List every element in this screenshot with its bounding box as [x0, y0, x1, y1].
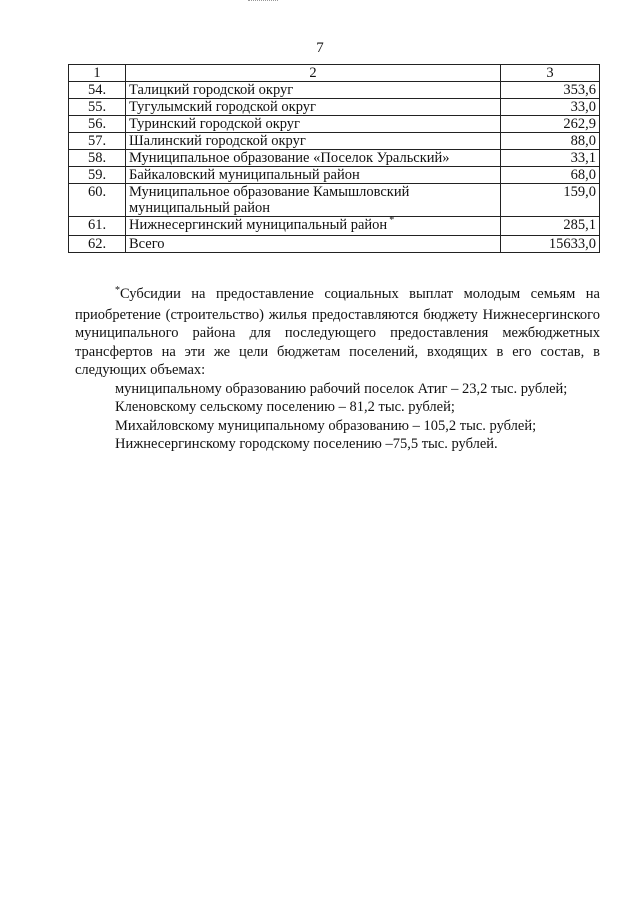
footnote [75, 285, 600, 454]
row-name: Всего [126, 236, 501, 253]
row-value: 262,9 [501, 116, 600, 133]
row-name-cell [126, 217, 501, 236]
footnote-marker: * [115, 285, 120, 296]
row-name: Муниципальное образование «Поселок Уральский» [126, 150, 501, 167]
row-name: Талицкий городской округ [126, 82, 501, 99]
row-number: 59. [69, 167, 126, 184]
row-name: Тугулымский городской округ [126, 99, 501, 116]
allocation-table [68, 64, 600, 253]
table-row [69, 184, 600, 217]
allocation-list [75, 380, 600, 454]
table-row [69, 217, 600, 236]
table-row [69, 150, 600, 167]
table-row [69, 82, 600, 99]
scan-mark [248, 0, 278, 4]
row-number: 60. [69, 184, 126, 217]
table-row [69, 133, 600, 150]
footnote-marker: * [389, 215, 395, 226]
row-value: 159,0 [501, 184, 600, 217]
row-value: 33,0 [501, 99, 600, 116]
column-header: 3 [501, 65, 600, 82]
list-item: муниципальному образованию рабочий поселок Атиг – 23,2 тыс. рублей; [115, 380, 568, 397]
list-item: Нижнесергинскому городскому поселению –75,5 тыс. рублей. [115, 436, 498, 452]
row-number: 58. [69, 150, 126, 167]
row-value: 68,0 [501, 167, 600, 184]
list-item: Михайловскому муниципальному образованию – 105,2 тыс. рублей; [115, 417, 537, 434]
row-name: Шалинский городской округ [126, 133, 501, 150]
row-name: Муниципальное образование Камышловский муниципальный район [126, 184, 501, 217]
table-row [69, 167, 600, 184]
row-number: 62. [69, 236, 126, 253]
row-number: 61. [69, 217, 126, 236]
row-name: Туринский городской округ [126, 116, 501, 133]
row-value: 88,0 [501, 133, 600, 150]
row-number: 56. [69, 116, 126, 133]
row-name: Нижнесергинский муниципальный район [129, 217, 388, 233]
table-header-row [69, 65, 600, 82]
row-name: Байкаловский муниципальный район [126, 167, 501, 184]
list-item: Кленовскому сельскому поселению – 81,2 тыс. рублей; [115, 399, 455, 415]
footnote-paragraph [75, 285, 600, 380]
row-number: 55. [69, 99, 126, 116]
table-row [69, 116, 600, 133]
table-row [69, 99, 600, 116]
footnote-text: Субсидии на предоставление социальных выплат молодым семьям на приобретение (строительство) жилья предоставляются бюджету Нижнесергинского муниципального района для последующего предоставления межбюджетных трансфертов на эти же цели бюджетам поселений, входящих в его состав, в следующих объемах: [75, 286, 600, 378]
row-number: 54. [69, 82, 126, 99]
column-header: 1 [69, 65, 126, 82]
row-value: 33,1 [501, 150, 600, 167]
row-number: 57. [69, 133, 126, 150]
table-row-total [69, 236, 600, 253]
column-header: 2 [126, 65, 501, 82]
row-value: 15633,0 [501, 236, 600, 253]
row-value: 353,6 [501, 82, 600, 99]
row-value: 285,1 [501, 217, 600, 236]
page-number: 7 [316, 40, 324, 56]
